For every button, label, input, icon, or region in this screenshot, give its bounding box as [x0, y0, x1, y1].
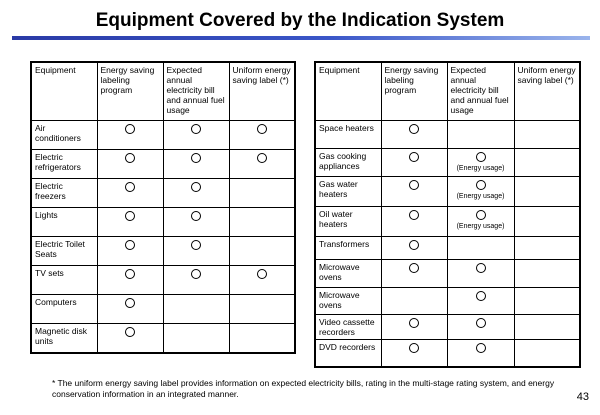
- circle-mark-icon: [476, 318, 486, 328]
- circle-mark-icon: [409, 240, 419, 250]
- circle-mark-icon: [191, 182, 201, 192]
- equipment-table-right: [314, 61, 581, 368]
- equipment-name: Lights: [31, 208, 97, 237]
- coverage-cell: [514, 177, 580, 207]
- coverage-cell: [163, 295, 229, 324]
- circle-mark-icon: [476, 263, 486, 273]
- coverage-cell: [229, 295, 295, 324]
- coverage-cell: [381, 121, 447, 149]
- header-uniform-label: Uniform energy saving label (*): [514, 62, 580, 121]
- circle-mark-icon: [125, 240, 135, 250]
- circle-mark-icon: [257, 124, 267, 134]
- coverage-cell: [229, 179, 295, 208]
- energy-usage-note: (Energy usage): [456, 193, 505, 200]
- circle-mark-icon: [125, 269, 135, 279]
- circle-mark-icon: [409, 210, 419, 220]
- table-header-row: [315, 62, 580, 121]
- circle-mark-icon: [125, 211, 135, 221]
- circle-mark-icon: [125, 298, 135, 308]
- coverage-cell: [229, 208, 295, 237]
- equipment-name: Video cassette recorders: [315, 315, 381, 340]
- coverage-cell: [229, 266, 295, 295]
- table-row: [31, 208, 295, 237]
- coverage-cell: [97, 237, 163, 266]
- circle-mark-icon: [476, 210, 486, 220]
- header-expected-bill: Expected annual electricity bill and annual fuel usage: [447, 62, 514, 121]
- circle-mark-icon: [409, 263, 419, 273]
- table-row: [31, 324, 295, 353]
- equipment-name: DVD recorders: [315, 340, 381, 367]
- coverage-cell: [163, 324, 229, 353]
- circle-mark-icon: [125, 153, 135, 163]
- coverage-cell: [97, 324, 163, 353]
- circle-mark-icon: [257, 269, 267, 279]
- equipment-name: TV sets: [31, 266, 97, 295]
- circle-mark-icon: [476, 152, 486, 162]
- coverage-cell: [97, 295, 163, 324]
- circle-mark-icon: [191, 153, 201, 163]
- coverage-cell: [163, 266, 229, 295]
- equipment-name: Air conditioners: [31, 121, 97, 150]
- header-equipment: Equipment: [31, 62, 97, 121]
- circle-mark-icon: [476, 180, 486, 190]
- coverage-cell: [514, 207, 580, 237]
- coverage-cell: [514, 288, 580, 315]
- table-row: [315, 177, 580, 207]
- table-row: [31, 295, 295, 324]
- coverage-cell: [97, 150, 163, 179]
- coverage-cell: [97, 121, 163, 150]
- equipment-name: Electric Toilet Seats: [31, 237, 97, 266]
- coverage-cell: [447, 260, 514, 288]
- table-row: [31, 237, 295, 266]
- coverage-cell: [514, 149, 580, 177]
- equipment-name: Gas water heaters: [315, 177, 381, 207]
- circle-mark-icon: [476, 291, 486, 301]
- circle-mark-icon: [191, 124, 201, 134]
- header-uniform-label: Uniform energy saving label (*): [229, 62, 295, 121]
- coverage-cell: [447, 177, 514, 207]
- coverage-cell: [97, 208, 163, 237]
- circle-mark-icon: [191, 211, 201, 221]
- title-underline: [12, 36, 590, 40]
- coverage-cell: [514, 340, 580, 367]
- equipment-name: Gas cooking appliances: [315, 149, 381, 177]
- coverage-cell: [447, 207, 514, 237]
- table-row: [31, 150, 295, 179]
- coverage-cell: [514, 237, 580, 260]
- equipment-name: Microwave ovens: [315, 288, 381, 315]
- table-row: [315, 149, 580, 177]
- coverage-cell: [447, 149, 514, 177]
- header-labeling-program: Energy saving labeling program: [381, 62, 447, 121]
- coverage-cell: [163, 237, 229, 266]
- circle-mark-icon: [191, 269, 201, 279]
- coverage-cell: [447, 315, 514, 340]
- coverage-cell: [447, 288, 514, 315]
- coverage-cell: [381, 177, 447, 207]
- equipment-name: Transformers: [315, 237, 381, 260]
- page-number: 43: [576, 391, 589, 403]
- equipment-name: Computers: [31, 295, 97, 324]
- coverage-cell: [447, 237, 514, 260]
- coverage-cell: [381, 207, 447, 237]
- table-row: [31, 179, 295, 208]
- coverage-cell: [447, 340, 514, 367]
- equipment-name: Magnetic disk units: [31, 324, 97, 353]
- coverage-cell: [381, 149, 447, 177]
- coverage-cell: [381, 315, 447, 340]
- coverage-cell: [514, 315, 580, 340]
- equipment-name: Space heaters: [315, 121, 381, 149]
- circle-mark-icon: [257, 153, 267, 163]
- header-equipment: Equipment: [315, 62, 381, 121]
- coverage-cell: [381, 260, 447, 288]
- equipment-name: Electric freezers: [31, 179, 97, 208]
- equipment-name: Microwave ovens: [315, 260, 381, 288]
- table-row: [31, 121, 295, 150]
- circle-mark-icon: [125, 182, 135, 192]
- footnote: * The uniform energy saving label provides information on expected electricity bills, rating in the multi-stage rating system, and energy conservation information in an integrated manner.: [52, 378, 555, 399]
- coverage-cell: [229, 121, 295, 150]
- circle-mark-icon: [409, 152, 419, 162]
- coverage-cell: [97, 266, 163, 295]
- circle-mark-icon: [409, 318, 419, 328]
- energy-usage-note: (Energy usage): [456, 165, 505, 172]
- table-row: [315, 121, 580, 149]
- coverage-cell: [514, 121, 580, 149]
- coverage-cell: [97, 179, 163, 208]
- table-row: [315, 237, 580, 260]
- equipment-table-left: [30, 61, 296, 354]
- circle-mark-icon: [125, 124, 135, 134]
- circle-mark-icon: [409, 124, 419, 134]
- coverage-cell: [381, 340, 447, 367]
- coverage-cell: [163, 121, 229, 150]
- coverage-cell: [381, 237, 447, 260]
- energy-usage-note: (Energy usage): [456, 223, 505, 230]
- header-labeling-program: Energy saving labeling program: [97, 62, 163, 121]
- table-row: [315, 288, 580, 315]
- table-row: [315, 260, 580, 288]
- equipment-name: Oil water heaters: [315, 207, 381, 237]
- header-expected-bill: Expected annual electricity bill and annual fuel usage: [163, 62, 229, 121]
- coverage-cell: [229, 150, 295, 179]
- coverage-cell: [163, 179, 229, 208]
- table-row: [31, 266, 295, 295]
- circle-mark-icon: [191, 240, 201, 250]
- coverage-cell: [163, 208, 229, 237]
- coverage-cell: [229, 324, 295, 353]
- table-row: [315, 207, 580, 237]
- coverage-cell: [163, 150, 229, 179]
- table-row: [315, 315, 580, 340]
- circle-mark-icon: [476, 343, 486, 353]
- coverage-cell: [447, 121, 514, 149]
- coverage-cell: [229, 237, 295, 266]
- table-header-row: [31, 62, 295, 121]
- equipment-name: Electric refrigerators: [31, 150, 97, 179]
- circle-mark-icon: [409, 343, 419, 353]
- circle-mark-icon: [125, 327, 135, 337]
- coverage-cell: [514, 260, 580, 288]
- circle-mark-icon: [409, 180, 419, 190]
- coverage-cell: [381, 288, 447, 315]
- table-row: [315, 340, 580, 367]
- page-title: Equipment Covered by the Indication System: [95, 10, 505, 31]
